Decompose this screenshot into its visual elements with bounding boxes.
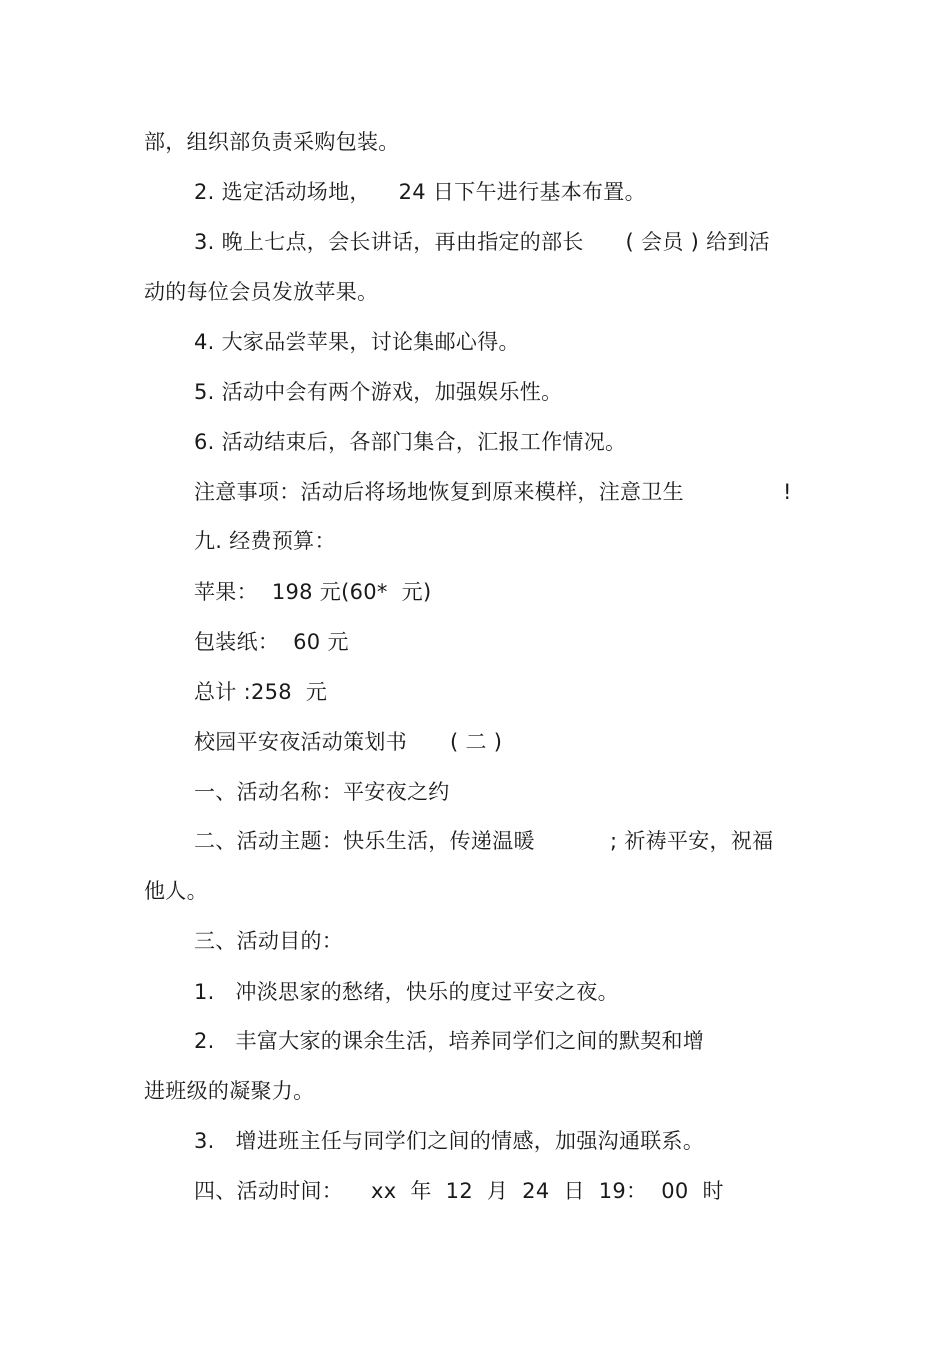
- text-line: !: [783, 480, 792, 504]
- text-line: 三、活动目的：: [194, 929, 344, 953]
- text-line: 5. 活动中会有两个游戏，加强娱乐性。: [194, 380, 563, 404]
- text-line: 部，组织部负责采购包装。: [144, 130, 400, 154]
- text-line: 2. 选定活动场地， 24 日下午进行基本布置。: [194, 180, 646, 204]
- text-line: ( 二 ): [450, 730, 503, 754]
- text-line: 校园平安夜活动策划书: [194, 730, 407, 754]
- text-line: 一、活动名称：平安夜之约: [194, 780, 450, 804]
- text-line: 苹果： 198 元(60* 元): [194, 580, 432, 604]
- text-line: ; 祈祷平安，祝福: [610, 829, 774, 853]
- text-line: 二、活动主题：快乐生活，传递温暖: [194, 829, 535, 853]
- text-line: 3. 晚上七点，会长讲话，再由指定的部长 ( 会员 ) 给到活: [194, 230, 770, 254]
- text-line: 包装纸： 60 元: [194, 630, 349, 654]
- text-line: 九. 经费预算：: [194, 529, 336, 553]
- text-line: 1. 冲淡思家的愁绪，快乐的度过平安之夜。: [194, 980, 619, 1004]
- text-line: 他人。: [144, 879, 208, 903]
- text-line: 2. 丰富大家的课余生活，培养同学们之间的默契和增: [194, 1029, 705, 1053]
- text-line: 4. 大家品尝苹果，讨论集邮心得。: [194, 330, 520, 354]
- text-line: 四、活动时间： xx 年 12 月 24 日 19： 00 时: [194, 1179, 724, 1203]
- text-line: 动的每位会员发放苹果。: [144, 280, 379, 304]
- text-line: 注意事项：活动后将场地恢复到原来模样，注意卫生: [194, 480, 684, 504]
- text-line: 3. 增进班主任与同学们之间的情感，加强沟通联系。: [194, 1129, 705, 1153]
- text-line: 进班级的凝聚力。: [144, 1079, 315, 1103]
- text-line: 6. 活动结束后，各部门集合，汇报工作情况。: [194, 430, 627, 454]
- text-line: 总计 :258 元: [194, 680, 328, 704]
